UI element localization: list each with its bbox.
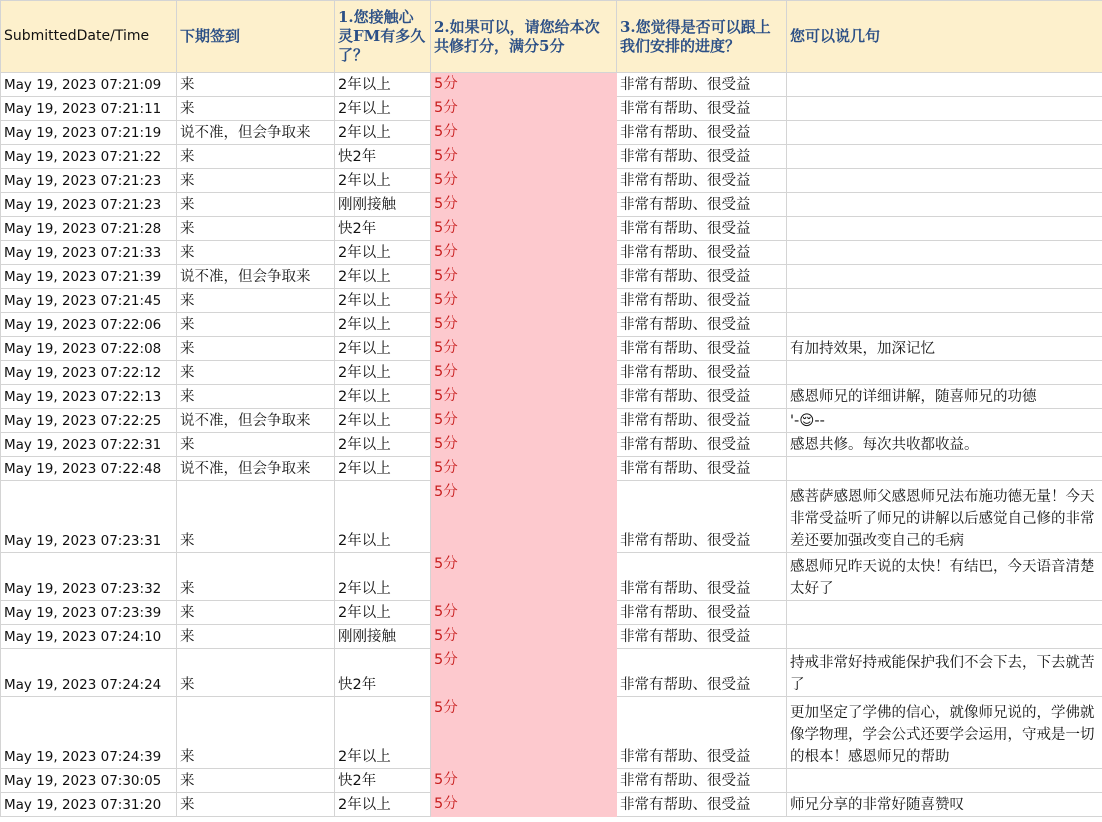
duration-cell[interactable]: 2年以上 xyxy=(335,361,431,385)
duration-cell[interactable]: 快2年 xyxy=(335,145,431,169)
comment-cell[interactable] xyxy=(787,145,1102,169)
duration-cell[interactable]: 快2年 xyxy=(335,769,431,793)
score-cell[interactable]: 5分 xyxy=(431,625,617,649)
table-row[interactable] xyxy=(1,289,1102,313)
score-cell[interactable]: 5分 xyxy=(431,481,617,553)
table-row[interactable] xyxy=(1,553,1102,601)
progress-cell[interactable]: 非常有帮助、很受益 xyxy=(617,601,787,625)
duration-cell[interactable]: 2年以上 xyxy=(335,265,431,289)
submitted-date-cell[interactable]: May 19, 2023 07:22:31 xyxy=(1,433,177,457)
table-row[interactable] xyxy=(1,265,1102,289)
duration-cell[interactable]: 快2年 xyxy=(335,217,431,241)
table-row[interactable] xyxy=(1,649,1102,697)
signin-cell[interactable]: 来 xyxy=(177,553,335,601)
progress-cell[interactable]: 非常有帮助、很受益 xyxy=(617,73,787,97)
comment-cell[interactable] xyxy=(787,313,1102,337)
comment-cell[interactable]: 有加持效果，加深记忆 xyxy=(787,337,1102,361)
comment-cell[interactable] xyxy=(787,601,1102,625)
score-cell[interactable]: 5分 xyxy=(431,337,617,361)
progress-cell[interactable]: 非常有帮助、很受益 xyxy=(617,241,787,265)
signin-cell[interactable]: 说不准，但会争取来 xyxy=(177,457,335,481)
header-progress[interactable]: 3.您觉得是否可以跟上我们安排的进度？ xyxy=(617,1,787,73)
table-row[interactable] xyxy=(1,145,1102,169)
submitted-date-cell[interactable]: May 19, 2023 07:21:33 xyxy=(1,241,177,265)
table-row[interactable] xyxy=(1,457,1102,481)
progress-cell[interactable]: 非常有帮助、很受益 xyxy=(617,289,787,313)
duration-cell[interactable]: 2年以上 xyxy=(335,409,431,433)
table-row[interactable] xyxy=(1,601,1102,625)
score-cell[interactable]: 5分 xyxy=(431,193,617,217)
submitted-date-cell[interactable]: May 19, 2023 07:30:05 xyxy=(1,769,177,793)
submitted-date-cell[interactable]: May 19, 2023 07:23:32 xyxy=(1,553,177,601)
score-cell[interactable]: 5分 xyxy=(431,769,617,793)
submitted-date-cell[interactable]: May 19, 2023 07:31:20 xyxy=(1,793,177,817)
table-row[interactable] xyxy=(1,337,1102,361)
progress-cell[interactable]: 非常有帮助、很受益 xyxy=(617,769,787,793)
duration-cell[interactable]: 2年以上 xyxy=(335,169,431,193)
score-cell[interactable]: 5分 xyxy=(431,433,617,457)
progress-cell[interactable]: 非常有帮助、很受益 xyxy=(617,457,787,481)
signin-cell[interactable]: 来 xyxy=(177,169,335,193)
header-score[interactable]: 2.如果可以，请您给本次共修打分，满分5分 xyxy=(431,1,617,73)
duration-cell[interactable]: 刚刚接触 xyxy=(335,193,431,217)
comment-cell[interactable] xyxy=(787,73,1102,97)
submitted-date-cell[interactable]: May 19, 2023 07:21:22 xyxy=(1,145,177,169)
signin-cell[interactable]: 来 xyxy=(177,289,335,313)
progress-cell[interactable]: 非常有帮助、很受益 xyxy=(617,433,787,457)
submitted-date-cell[interactable]: May 19, 2023 07:22:12 xyxy=(1,361,177,385)
comment-cell[interactable] xyxy=(787,457,1102,481)
progress-cell[interactable]: 非常有帮助、很受益 xyxy=(617,481,787,553)
duration-cell[interactable]: 2年以上 xyxy=(335,697,431,769)
duration-cell[interactable]: 2年以上 xyxy=(335,337,431,361)
score-cell[interactable]: 5分 xyxy=(431,97,617,121)
comment-cell[interactable] xyxy=(787,265,1102,289)
progress-cell[interactable]: 非常有帮助、很受益 xyxy=(617,193,787,217)
signin-cell[interactable]: 来 xyxy=(177,433,335,457)
duration-cell[interactable]: 2年以上 xyxy=(335,289,431,313)
progress-cell[interactable]: 非常有帮助、很受益 xyxy=(617,97,787,121)
duration-cell[interactable]: 2年以上 xyxy=(335,457,431,481)
score-cell[interactable]: 5分 xyxy=(431,241,617,265)
header-row xyxy=(1,1,1102,73)
comment-cell[interactable]: 更加坚定了学佛的信心，就像师兄说的，学佛就像学物理，学会公式还要学会运用，守戒是一切的根本！感恩师兄的帮助 xyxy=(787,697,1102,769)
signin-cell[interactable]: 来 xyxy=(177,313,335,337)
duration-cell[interactable]: 2年以上 xyxy=(335,313,431,337)
submitted-date-cell[interactable]: May 19, 2023 07:21:23 xyxy=(1,193,177,217)
duration-cell[interactable]: 2年以上 xyxy=(335,121,431,145)
header-next-signin[interactable]: 下期签到 xyxy=(177,1,335,73)
table-row[interactable] xyxy=(1,97,1102,121)
table-row[interactable] xyxy=(1,73,1102,97)
submitted-date-cell[interactable]: May 19, 2023 07:21:19 xyxy=(1,121,177,145)
progress-cell[interactable]: 非常有帮助、很受益 xyxy=(617,625,787,649)
score-cell[interactable]: 5分 xyxy=(431,145,617,169)
table-row[interactable] xyxy=(1,625,1102,649)
submitted-date-cell[interactable]: May 19, 2023 07:24:24 xyxy=(1,649,177,697)
header-comment[interactable]: 您可以说几句 xyxy=(787,1,1102,73)
submitted-date-cell[interactable]: May 19, 2023 07:23:31 xyxy=(1,481,177,553)
comment-cell[interactable] xyxy=(787,289,1102,313)
score-cell[interactable]: 5分 xyxy=(431,697,617,769)
score-cell[interactable]: 5分 xyxy=(431,265,617,289)
header-submitted-date[interactable]: SubmittedDate/Time xyxy=(1,1,177,73)
progress-cell[interactable]: 非常有帮助、很受益 xyxy=(617,217,787,241)
progress-cell[interactable]: 非常有帮助、很受益 xyxy=(617,145,787,169)
duration-cell[interactable]: 2年以上 xyxy=(335,601,431,625)
submitted-date-cell[interactable]: May 19, 2023 07:22:06 xyxy=(1,313,177,337)
progress-cell[interactable]: 非常有帮助、很受益 xyxy=(617,169,787,193)
table-row[interactable] xyxy=(1,193,1102,217)
duration-cell[interactable]: 刚刚接触 xyxy=(335,625,431,649)
progress-cell[interactable]: 非常有帮助、很受益 xyxy=(617,265,787,289)
submitted-date-cell[interactable]: May 19, 2023 07:21:09 xyxy=(1,73,177,97)
submitted-date-cell[interactable]: May 19, 2023 07:21:28 xyxy=(1,217,177,241)
duration-cell[interactable]: 2年以上 xyxy=(335,481,431,553)
progress-cell[interactable]: 非常有帮助、很受益 xyxy=(617,337,787,361)
signin-cell[interactable]: 来 xyxy=(177,73,335,97)
table-row[interactable] xyxy=(1,313,1102,337)
table-row[interactable] xyxy=(1,793,1102,817)
progress-cell[interactable]: 非常有帮助、很受益 xyxy=(617,697,787,769)
duration-cell[interactable]: 2年以上 xyxy=(335,433,431,457)
table-row[interactable] xyxy=(1,121,1102,145)
duration-cell[interactable]: 2年以上 xyxy=(335,553,431,601)
signin-cell[interactable]: 来 xyxy=(177,793,335,817)
score-cell[interactable]: 5分 xyxy=(431,169,617,193)
signin-cell[interactable]: 来 xyxy=(177,625,335,649)
progress-cell[interactable]: 非常有帮助、很受益 xyxy=(617,121,787,145)
comment-cell[interactable]: 感恩师兄的详细讲解，随喜师兄的功德 xyxy=(787,385,1102,409)
signin-cell[interactable]: 说不准，但会争取来 xyxy=(177,409,335,433)
comment-cell[interactable] xyxy=(787,193,1102,217)
table-row[interactable] xyxy=(1,409,1102,433)
duration-cell[interactable]: 2年以上 xyxy=(335,73,431,97)
progress-cell[interactable]: 非常有帮助、很受益 xyxy=(617,793,787,817)
signin-cell[interactable]: 来 xyxy=(177,361,335,385)
score-cell[interactable]: 5分 xyxy=(431,217,617,241)
signin-cell[interactable]: 来 xyxy=(177,97,335,121)
comment-cell[interactable]: 师兄分享的非常好随喜赞叹 xyxy=(787,793,1102,817)
submitted-date-cell[interactable]: May 19, 2023 07:22:48 xyxy=(1,457,177,481)
comment-cell[interactable] xyxy=(787,121,1102,145)
submitted-date-cell[interactable]: May 19, 2023 07:22:08 xyxy=(1,337,177,361)
submitted-date-cell[interactable]: May 19, 2023 07:21:11 xyxy=(1,97,177,121)
comment-cell[interactable] xyxy=(787,361,1102,385)
submitted-date-cell[interactable]: May 19, 2023 07:21:45 xyxy=(1,289,177,313)
table-row[interactable] xyxy=(1,241,1102,265)
progress-cell[interactable]: 非常有帮助、很受益 xyxy=(617,313,787,337)
submitted-date-cell[interactable]: May 19, 2023 07:24:10 xyxy=(1,625,177,649)
score-cell[interactable]: 5分 xyxy=(431,601,617,625)
table-row[interactable] xyxy=(1,769,1102,793)
duration-cell[interactable]: 快2年 xyxy=(335,649,431,697)
table-row[interactable] xyxy=(1,385,1102,409)
comment-cell[interactable] xyxy=(787,97,1102,121)
comment-cell[interactable]: 感恩共修。每次共收都收益。 xyxy=(787,433,1102,457)
comment-cell[interactable] xyxy=(787,169,1102,193)
signin-cell[interactable]: 来 xyxy=(177,217,335,241)
score-cell[interactable]: 5分 xyxy=(431,385,617,409)
signin-cell[interactable]: 来 xyxy=(177,769,335,793)
table-row[interactable] xyxy=(1,169,1102,193)
progress-cell[interactable]: 非常有帮助、很受益 xyxy=(617,361,787,385)
submitted-date-cell[interactable]: May 19, 2023 07:22:25 xyxy=(1,409,177,433)
signin-cell[interactable]: 来 xyxy=(177,649,335,697)
comment-cell[interactable]: '-😌-- xyxy=(787,409,1102,433)
duration-cell[interactable]: 2年以上 xyxy=(335,793,431,817)
table-row[interactable] xyxy=(1,361,1102,385)
progress-cell[interactable]: 非常有帮助、很受益 xyxy=(617,409,787,433)
signin-cell[interactable]: 说不准，但会争取来 xyxy=(177,265,335,289)
comment-cell[interactable]: 感菩萨感恩师父感恩师兄法布施功德无量！今天非常受益听了师兄的讲解以后感觉自己修的非常差还要加强改变自己的毛病 xyxy=(787,481,1102,553)
duration-cell[interactable]: 2年以上 xyxy=(335,97,431,121)
score-cell[interactable]: 5分 xyxy=(431,649,617,697)
signin-cell[interactable]: 来 xyxy=(177,337,335,361)
signin-cell[interactable]: 来 xyxy=(177,601,335,625)
signin-cell[interactable]: 来 xyxy=(177,145,335,169)
signin-cell[interactable]: 来 xyxy=(177,697,335,769)
progress-cell[interactable]: 非常有帮助、很受益 xyxy=(617,553,787,601)
score-cell[interactable]: 5分 xyxy=(431,553,617,601)
table-row[interactable] xyxy=(1,433,1102,457)
submitted-date-cell[interactable]: May 19, 2023 07:21:39 xyxy=(1,265,177,289)
submitted-date-cell[interactable]: May 19, 2023 07:22:13 xyxy=(1,385,177,409)
comment-cell[interactable] xyxy=(787,217,1102,241)
comment-cell[interactable] xyxy=(787,625,1102,649)
score-cell[interactable]: 5分 xyxy=(431,121,617,145)
signin-cell[interactable]: 来 xyxy=(177,241,335,265)
score-cell[interactable]: 5分 xyxy=(431,73,617,97)
submitted-date-cell[interactable]: May 19, 2023 07:24:39 xyxy=(1,697,177,769)
score-cell[interactable]: 5分 xyxy=(431,409,617,433)
submitted-date-cell[interactable]: May 19, 2023 07:23:39 xyxy=(1,601,177,625)
header-fm-duration[interactable]: 1.您接触心灵FM有多久了？ xyxy=(335,1,431,73)
submitted-date-cell[interactable]: May 19, 2023 07:21:23 xyxy=(1,169,177,193)
table-row[interactable] xyxy=(1,217,1102,241)
comment-cell[interactable] xyxy=(787,769,1102,793)
signin-cell[interactable]: 来 xyxy=(177,481,335,553)
score-cell[interactable]: 5分 xyxy=(431,457,617,481)
score-cell[interactable]: 5分 xyxy=(431,793,617,817)
score-cell[interactable]: 5分 xyxy=(431,361,617,385)
signin-cell[interactable]: 说不准，但会争取来 xyxy=(177,121,335,145)
score-cell[interactable]: 5分 xyxy=(431,313,617,337)
table-row[interactable] xyxy=(1,481,1102,553)
signin-cell[interactable]: 来 xyxy=(177,193,335,217)
table-row[interactable] xyxy=(1,697,1102,769)
score-cell[interactable]: 5分 xyxy=(431,289,617,313)
comment-cell[interactable] xyxy=(787,241,1102,265)
progress-cell[interactable]: 非常有帮助、很受益 xyxy=(617,649,787,697)
duration-cell[interactable]: 2年以上 xyxy=(335,241,431,265)
comment-cell[interactable]: 持戒非常好持戒能保护我们不会下去，下去就苦了 xyxy=(787,649,1102,697)
progress-cell[interactable]: 非常有帮助、很受益 xyxy=(617,385,787,409)
duration-cell[interactable]: 2年以上 xyxy=(335,385,431,409)
signin-cell[interactable]: 来 xyxy=(177,385,335,409)
comment-cell[interactable]: 感恩师兄昨天说的太快！有结巴，今天语音清楚太好了 xyxy=(787,553,1102,601)
